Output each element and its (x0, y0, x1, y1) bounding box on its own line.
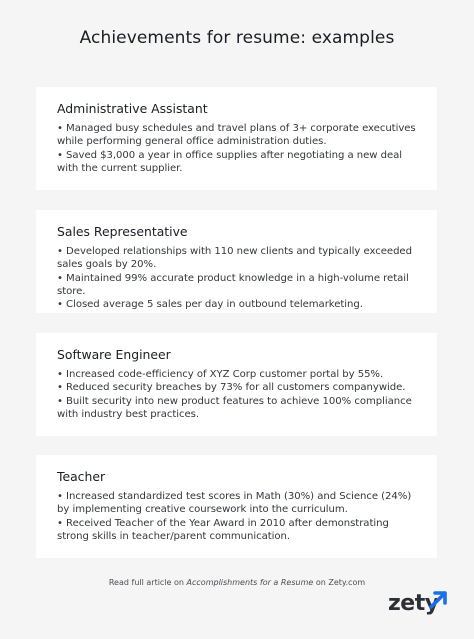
source-note (0, 578, 474, 587)
card-body (57, 368, 419, 421)
card-administrative-assistant (36, 87, 437, 190)
source-note-suffix: on Zety.com (313, 578, 366, 587)
card-title: Sales Representative (57, 224, 188, 239)
card-teacher (36, 455, 437, 558)
bullet-item: • Increased standardized test scores in Math (30%) and Science (24%) by implementing creative coursework into the curriculum. (57, 491, 412, 516)
zety-logo[interactable] (388, 587, 448, 619)
bullet-item: • Managed busy schedules and travel plans of 3+ corporate executives while performing general office administration duties. (57, 123, 416, 148)
zety-arrow-icon (425, 587, 451, 613)
card-title: Administrative Assistant (57, 101, 208, 116)
card-sales-representative (36, 210, 437, 313)
bullet-item: • Closed average 5 sales per day in outbound telemarketing. (57, 299, 363, 311)
bullet-item: • Saved $3,000 a year in office supplies after negotiating a new deal with the current supplier. (57, 149, 403, 174)
bullet-item: • Maintained 99% accurate product knowledge in a high-volume retail store. (57, 272, 409, 297)
card-body (57, 490, 419, 543)
article-link[interactable]: Accomplishments for a Resume (186, 578, 314, 587)
card-body (57, 122, 419, 175)
bullet-item: • Increased code-efficiency of XYZ Corp customer portal by 55%. (57, 369, 384, 380)
bullet-item: • Developed relationships with 110 new clients and typically exceeded sales goals by 20%. (57, 246, 412, 271)
card-software-engineer (36, 333, 437, 436)
bullet-item: • Received Teacher of the Year Award in 2010 after demonstrating strong skills in teacher/parent communication. (57, 517, 389, 542)
bullet-item: • Reduced security breaches by 73% for all customers companywide. (57, 382, 406, 394)
page-title: Achievements for resume: examples (79, 28, 395, 48)
source-note-prefix: Read full article on (108, 578, 187, 587)
logo-text: zety (388, 591, 439, 616)
card-title: Software Engineer (57, 347, 171, 362)
card-body (57, 245, 419, 311)
bullet-item: • Built security into new product features to achieve 100% compliance with industry best practices. (57, 395, 412, 420)
card-title: Teacher (57, 469, 106, 484)
